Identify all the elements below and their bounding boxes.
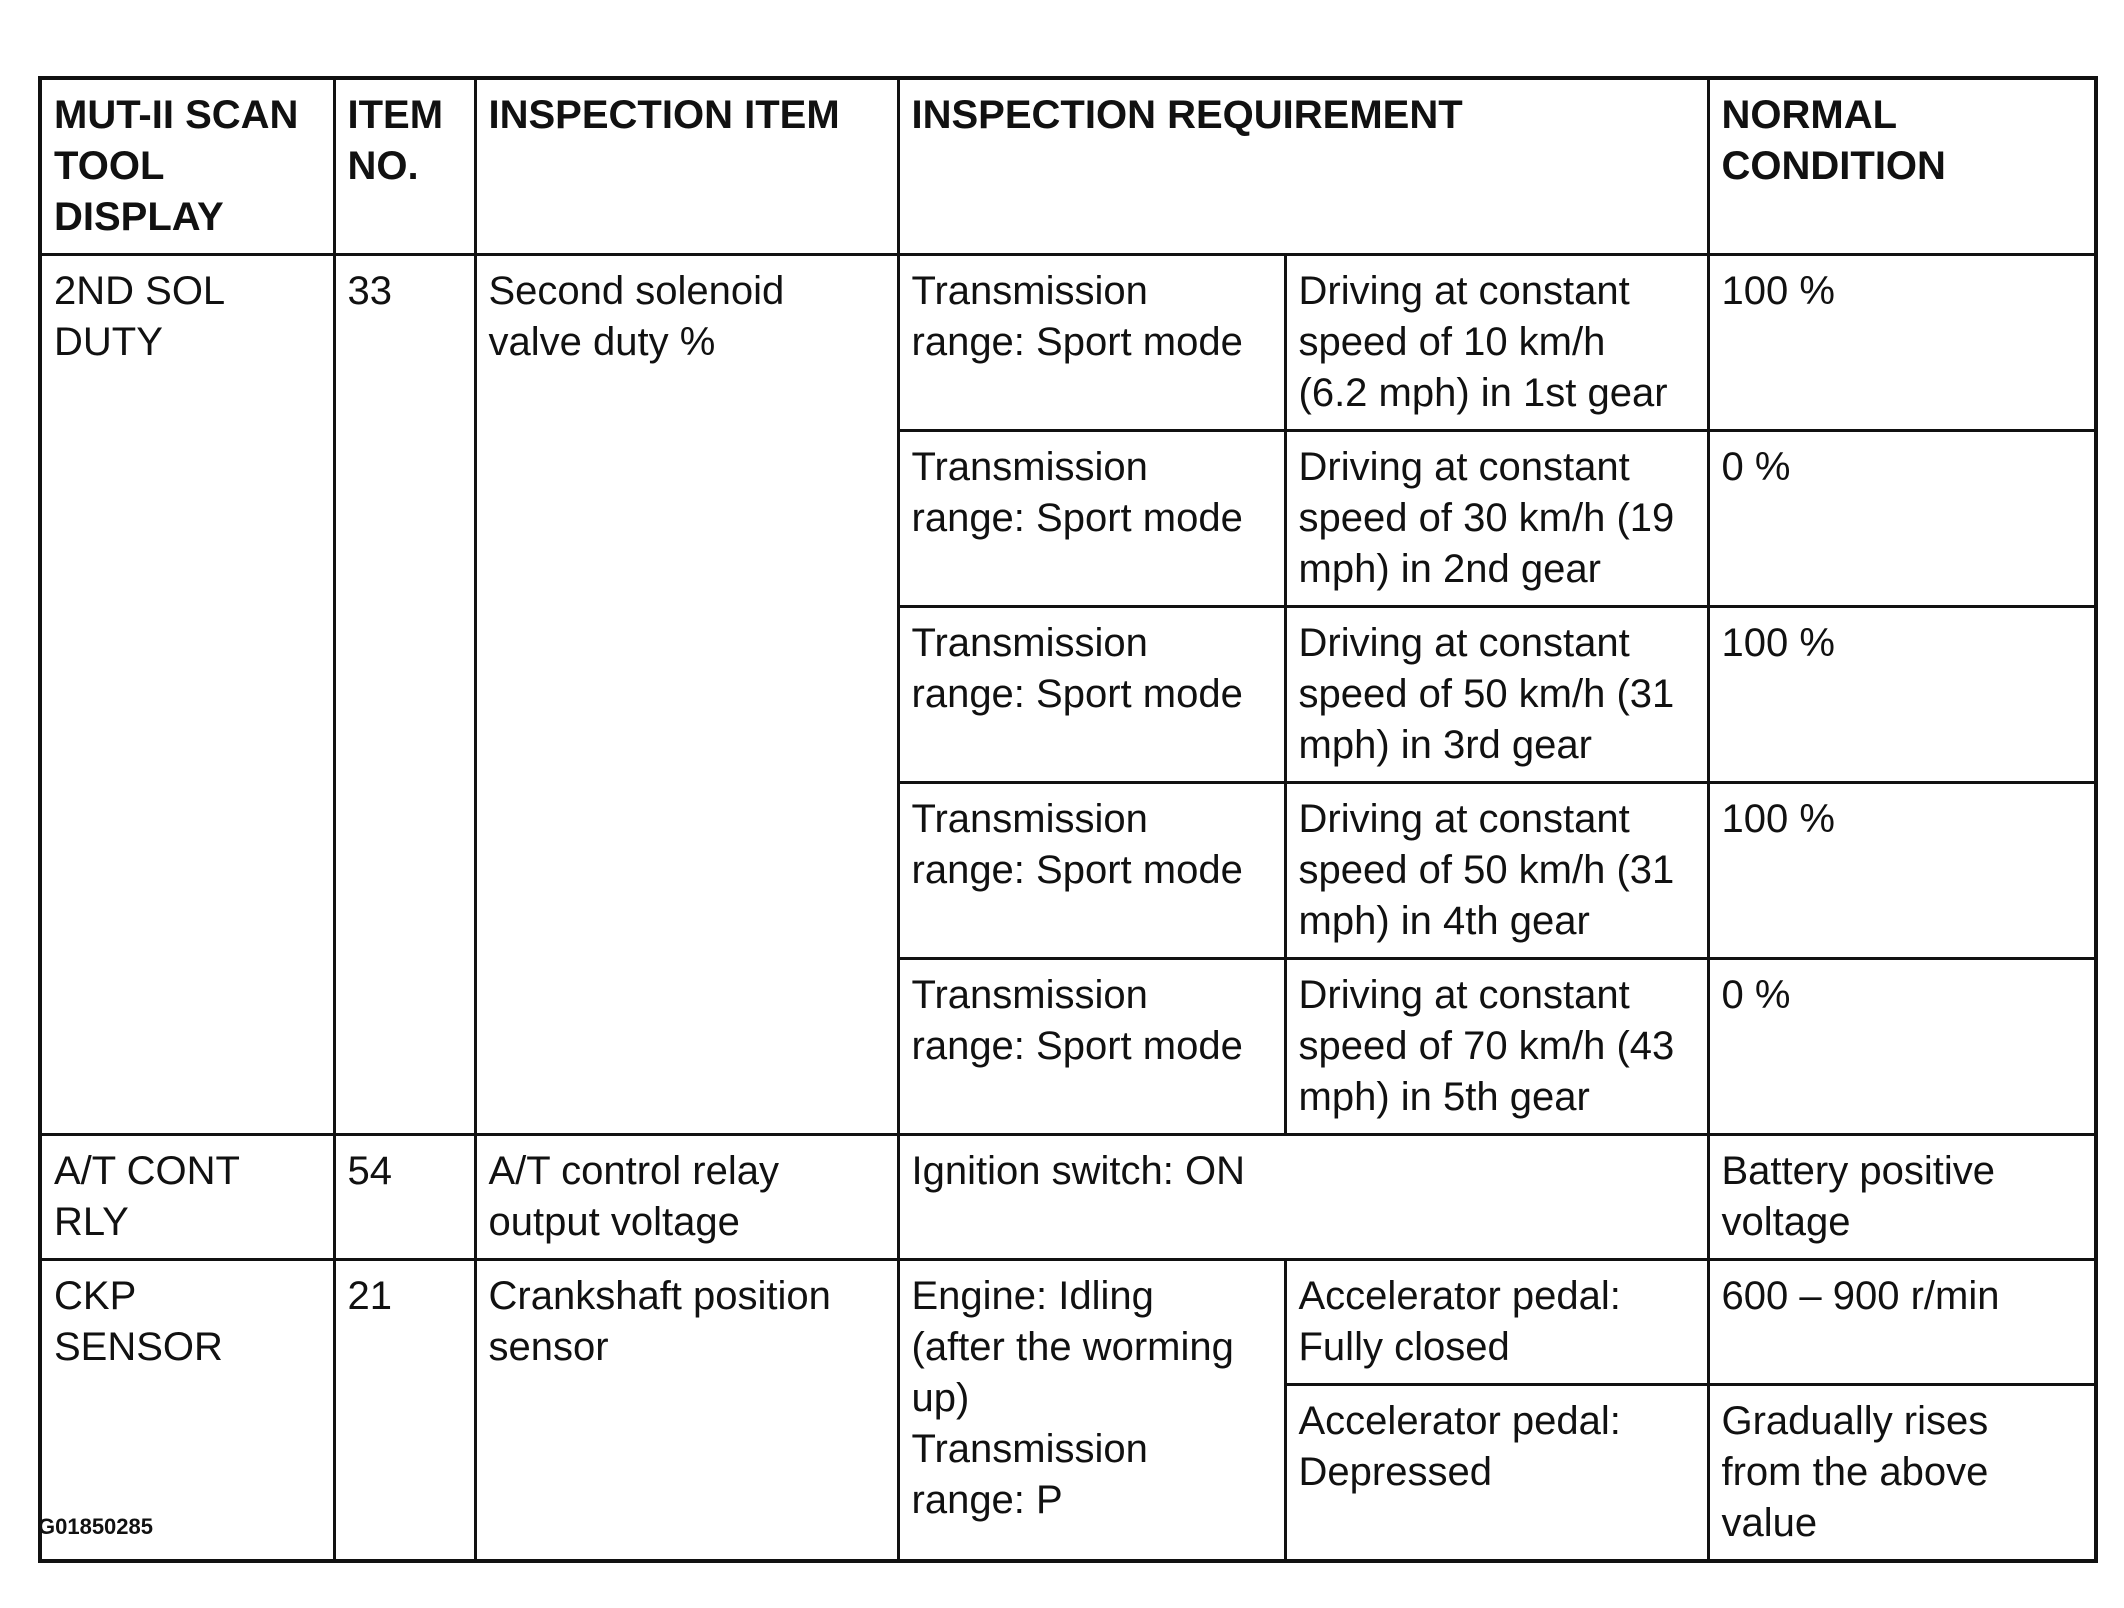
table-row — [40, 1260, 2096, 1385]
inspection-item-cell: A/T control relay output voltage — [475, 1135, 898, 1260]
normal-condition-cell: 0 % — [1708, 431, 2096, 607]
normal-condition-cell: 600 – 900 r/min — [1708, 1260, 2096, 1385]
inspection-item-cell: Crankshaft position sensor — [475, 1260, 898, 1562]
condition-cell: Driving at constant speed of 50 km/h (31 mph) in 4th gear — [1285, 783, 1708, 959]
condition-cell: Accelerator pedal: Fully closed — [1285, 1260, 1708, 1385]
requirement-cell: Transmission range: Sport mode — [898, 607, 1285, 783]
normal-condition-cell: Gradually rises from the above value — [1708, 1385, 2096, 1562]
header-item-no: ITEM NO. — [334, 78, 475, 255]
header-inspection-item: INSPECTION ITEM — [475, 78, 898, 255]
condition-cell: Driving at constant speed of 30 km/h (19 mph) in 2nd gear — [1285, 431, 1708, 607]
scan-display-cell: CKP SENSOR — [40, 1260, 334, 1562]
header-scan-tool-display: MUT-II SCAN TOOL DISPLAY — [40, 78, 334, 255]
header-normal-condition: NORMAL CONDITION — [1708, 78, 2096, 255]
header-inspection-requirement: INSPECTION REQUIREMENT — [898, 78, 1708, 255]
requirement-cell: Transmission range: Sport mode — [898, 431, 1285, 607]
normal-condition-cell: Battery positive voltage — [1708, 1135, 2096, 1260]
table-row — [40, 255, 2096, 431]
requirement-cell: Transmission range: Sport mode — [898, 783, 1285, 959]
figure-id-label: G01850285 — [38, 1514, 153, 1539]
inspection-table — [38, 76, 2098, 1563]
normal-condition-cell: 100 % — [1708, 607, 2096, 783]
requirement-cell: Ignition switch: ON — [898, 1135, 1708, 1260]
table-row — [40, 1135, 2096, 1260]
header-row — [40, 78, 2096, 255]
item-no-cell: 33 — [334, 255, 475, 1135]
condition-cell: Accelerator pedal: Depressed — [1285, 1385, 1708, 1562]
item-no-cell: 21 — [334, 1260, 475, 1562]
condition-cell: Driving at constant speed of 10 km/h (6.2 mph) in 1st gear — [1285, 255, 1708, 431]
scan-display-cell: A/T CONT RLY — [40, 1135, 334, 1260]
item-no-cell: 54 — [334, 1135, 475, 1260]
requirement-cell: Transmission range: Sport mode — [898, 255, 1285, 431]
condition-cell: Driving at constant speed of 50 km/h (31 mph) in 3rd gear — [1285, 607, 1708, 783]
requirement-cell: Engine: Idling (after the worming up) Transmission range: P — [898, 1260, 1285, 1562]
normal-condition-cell: 100 % — [1708, 783, 2096, 959]
normal-condition-cell: 100 % — [1708, 255, 2096, 431]
inspection-item-cell: Second solenoid valve duty % — [475, 255, 898, 1135]
normal-condition-cell: 0 % — [1708, 959, 2096, 1135]
scan-display-cell: 2ND SOL DUTY — [40, 255, 334, 1135]
condition-cell: Driving at constant speed of 70 km/h (43 mph) in 5th gear — [1285, 959, 1708, 1135]
requirement-cell: Transmission range: Sport mode — [898, 959, 1285, 1135]
